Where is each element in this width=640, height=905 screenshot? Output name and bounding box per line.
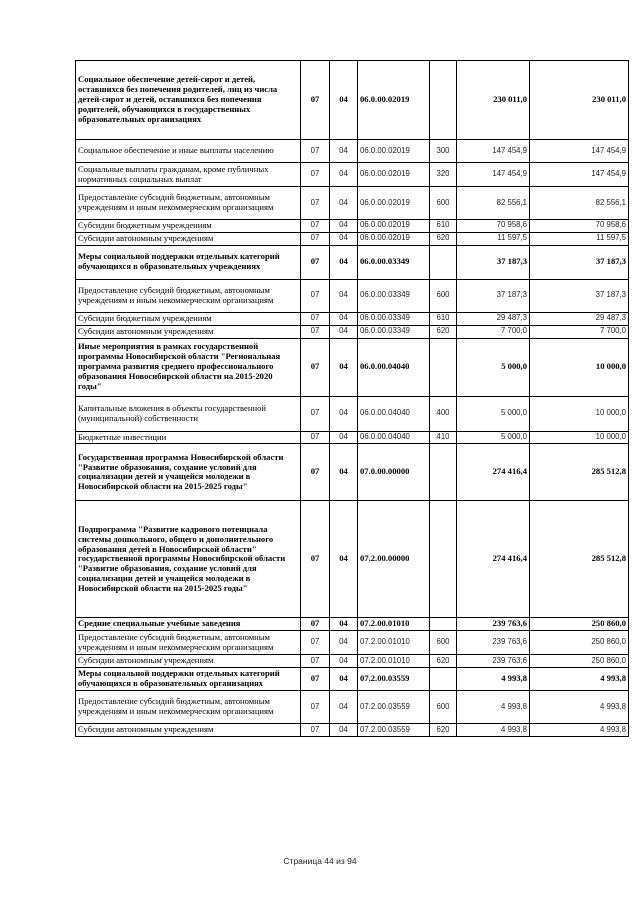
row-target-code: 06.0.00.02019	[358, 232, 430, 245]
row-amount-year2: 4 993,8	[530, 724, 629, 737]
row-section: 07	[301, 618, 330, 631]
row-name: Предоставление субсидий бюджетным, автономным учреждениям и иным некоммерческим организациям	[76, 631, 301, 655]
row-name: Меры социальной поддержки отдельных категорий обучающихся в образовательных учреждениях	[76, 245, 301, 279]
row-amount-year1: 37 187,3	[457, 245, 530, 279]
row-name: Государственная программа Новосибирской области "Развитие образования, создание условий для социализации детей и учащейся молодежи в Новосибирской области на 2015-2025 годы"	[76, 444, 301, 501]
row-expense-type: 610	[430, 220, 457, 233]
row-target-code: 07.0.00.00000	[358, 444, 430, 501]
row-amount-year2: 250 860,0	[530, 618, 629, 631]
row-name: Капитальные вложения в объекты государственной (муниципальной) собственности	[76, 396, 301, 431]
row-amount-year1: 230 011,0	[457, 61, 530, 140]
table-row	[76, 163, 629, 187]
row-section: 07	[301, 61, 330, 140]
row-name: Меры социальной поддержки отдельных категорий обучающихся в образовательных организациях	[76, 668, 301, 691]
row-target-code: 06.0.00.04040	[358, 338, 430, 396]
row-expense-type: 620	[430, 724, 457, 737]
row-name: Субсидии автономным учреждениям	[76, 232, 301, 245]
row-name: Социальные выплаты гражданам, кроме публичных нормативных социальных выплат	[76, 163, 301, 187]
row-amount-year1: 239 763,6	[457, 655, 530, 668]
row-target-code: 06.0.00.03349	[358, 325, 430, 338]
row-expense-type: 300	[430, 140, 457, 163]
row-amount-year2: 230 011,0	[530, 61, 629, 140]
row-subsection: 04	[330, 245, 358, 279]
table-row	[76, 668, 629, 691]
row-name: Подпрограмма "Развитие кадрового потенциала системы дошкольного, общего и дополнительного образования детей в Новосибирской области" государственной программы Новосибирской области "Развитие образования, создание условий для социализации детей и учащейся молодежи в Новосибирской области на 2015-2025 годы"	[76, 501, 301, 618]
row-subsection: 04	[330, 140, 358, 163]
row-target-code: 06.0.00.04040	[358, 396, 430, 431]
table-row	[76, 245, 629, 279]
table-row	[76, 232, 629, 245]
table-row	[76, 61, 629, 140]
row-target-code: 06.0.00.02019	[358, 187, 430, 220]
row-subsection: 04	[330, 232, 358, 245]
row-subsection: 04	[330, 61, 358, 140]
table-row	[76, 325, 629, 338]
row-subsection: 04	[330, 501, 358, 618]
page-number: Страница 44 из 94	[283, 856, 357, 866]
row-target-code: 06.0.00.02019	[358, 163, 430, 187]
row-target-code: 06.0.00.02019	[358, 220, 430, 233]
row-name: Субсидии бюджетным учреждениям	[76, 220, 301, 233]
table-row	[76, 655, 629, 668]
row-section: 07	[301, 444, 330, 501]
row-section: 07	[301, 325, 330, 338]
row-target-code: 06.0.00.03349	[358, 279, 430, 312]
row-target-code: 06.0.00.03349	[358, 312, 430, 325]
row-amount-year2: 11 597,5	[530, 232, 629, 245]
row-amount-year1: 37 187,3	[457, 279, 530, 312]
row-section: 07	[301, 338, 330, 396]
row-expense-type: 600	[430, 279, 457, 312]
table-row	[76, 279, 629, 312]
row-amount-year2: 147 454,9	[530, 163, 629, 187]
row-section: 07	[301, 163, 330, 187]
row-amount-year2: 4 993,8	[530, 691, 629, 724]
row-section: 07	[301, 668, 330, 691]
row-amount-year2: 7 700,0	[530, 325, 629, 338]
row-subsection: 04	[330, 431, 358, 444]
row-target-code: 07.2.00.01010	[358, 631, 430, 655]
table-row	[76, 187, 629, 220]
row-target-code: 07.2.00.01010	[358, 655, 430, 668]
row-expense-type: 620	[430, 232, 457, 245]
row-section: 07	[301, 396, 330, 431]
table-row	[76, 140, 629, 163]
row-expense-type: 320	[430, 163, 457, 187]
row-subsection: 04	[330, 338, 358, 396]
row-subsection: 04	[330, 325, 358, 338]
budget-table	[75, 60, 629, 737]
row-section: 07	[301, 312, 330, 325]
row-expense-type: 600	[430, 631, 457, 655]
row-expense-type: 610	[430, 312, 457, 325]
row-amount-year2: 70 958,6	[530, 220, 629, 233]
row-name: Предоставление субсидий бюджетным, автономным учреждениям и иным некоммерческим организациям	[76, 691, 301, 724]
row-amount-year1: 274 416,4	[457, 501, 530, 618]
row-subsection: 04	[330, 668, 358, 691]
row-section: 07	[301, 691, 330, 724]
row-name: Субсидии бюджетным учреждениям	[76, 312, 301, 325]
table-row	[76, 312, 629, 325]
row-amount-year2: 10 000,0	[530, 396, 629, 431]
row-name: Иные мероприятия в рамках государственной программы Новосибирской области "Региональная программа развития среднего профессионального образования Новосибирской области на 2015-2020 годы"	[76, 338, 301, 396]
row-amount-year1: 239 763,6	[457, 618, 530, 631]
row-name: Социальное обеспечение и иные выплаты населению	[76, 140, 301, 163]
row-subsection: 04	[330, 187, 358, 220]
row-name: Средние специальные учебные заведения	[76, 618, 301, 631]
table-row	[76, 396, 629, 431]
row-target-code: 07.2.00.01010	[358, 618, 430, 631]
row-expense-type	[430, 444, 457, 501]
row-amount-year1: 5 000,0	[457, 431, 530, 444]
row-amount-year2: 285 512,8	[530, 444, 629, 501]
row-name: Субсидии автономным учреждениям	[76, 724, 301, 737]
row-target-code: 07.2.00.00000	[358, 501, 430, 618]
row-amount-year1: 11 597,5	[457, 232, 530, 245]
row-amount-year1: 5 000,0	[457, 338, 530, 396]
table-body	[76, 61, 629, 737]
row-name: Бюджетные инвестиции	[76, 431, 301, 444]
row-target-code: 06.0.00.04040	[358, 431, 430, 444]
row-amount-year1: 274 416,4	[457, 444, 530, 501]
row-target-code: 06.0.00.02019	[358, 61, 430, 140]
row-section: 07	[301, 431, 330, 444]
row-amount-year2: 250 860,0	[530, 655, 629, 668]
row-section: 07	[301, 501, 330, 618]
row-expense-type: 620	[430, 655, 457, 668]
row-subsection: 04	[330, 631, 358, 655]
row-name: Предоставление субсидий бюджетным, автономным учреждениям и иным некоммерческим организациям	[76, 187, 301, 220]
row-subsection: 04	[330, 724, 358, 737]
row-target-code: 06.0.00.03349	[358, 245, 430, 279]
row-expense-type: 600	[430, 187, 457, 220]
row-amount-year1: 239 763,6	[457, 631, 530, 655]
row-subsection: 04	[330, 312, 358, 325]
table-row	[76, 618, 629, 631]
row-amount-year1: 5 000,0	[457, 396, 530, 431]
row-amount-year1: 147 454,9	[457, 163, 530, 187]
row-section: 07	[301, 245, 330, 279]
row-section: 07	[301, 140, 330, 163]
table-row	[76, 691, 629, 724]
row-subsection: 04	[330, 396, 358, 431]
row-section: 07	[301, 279, 330, 312]
row-amount-year1: 7 700,0	[457, 325, 530, 338]
table-row	[76, 724, 629, 737]
row-amount-year2: 250 860,0	[530, 631, 629, 655]
row-section: 07	[301, 232, 330, 245]
row-subsection: 04	[330, 618, 358, 631]
row-expense-type	[430, 618, 457, 631]
row-expense-type: 620	[430, 325, 457, 338]
row-amount-year2: 29 487,3	[530, 312, 629, 325]
row-expense-type	[430, 245, 457, 279]
table-row	[76, 631, 629, 655]
table-row	[76, 444, 629, 501]
row-amount-year2: 37 187,3	[530, 245, 629, 279]
row-section: 07	[301, 187, 330, 220]
row-amount-year2: 285 512,8	[530, 501, 629, 618]
row-subsection: 04	[330, 444, 358, 501]
row-target-code: 07.2.00.03559	[358, 724, 430, 737]
row-expense-type	[430, 501, 457, 618]
row-amount-year1: 29 487,3	[457, 312, 530, 325]
row-section: 07	[301, 655, 330, 668]
row-subsection: 04	[330, 163, 358, 187]
row-expense-type	[430, 668, 457, 691]
row-name: Предоставление субсидий бюджетным, автономным учреждениям и иным некоммерческим организациям	[76, 279, 301, 312]
row-expense-type	[430, 338, 457, 396]
row-amount-year1: 4 993,8	[457, 668, 530, 691]
row-subsection: 04	[330, 220, 358, 233]
row-amount-year1: 147 454,9	[457, 140, 530, 163]
row-expense-type: 400	[430, 396, 457, 431]
row-section: 07	[301, 631, 330, 655]
row-amount-year1: 4 993,8	[457, 724, 530, 737]
row-target-code: 06.0.00.02019	[358, 140, 430, 163]
table-row	[76, 501, 629, 618]
row-amount-year2: 82 556,1	[530, 187, 629, 220]
row-subsection: 04	[330, 691, 358, 724]
row-section: 07	[301, 220, 330, 233]
row-amount-year2: 37 187,3	[530, 279, 629, 312]
row-target-code: 07.2.00.03559	[358, 668, 430, 691]
row-name: Социальное обеспечение детей-сирот и детей, оставшихся без попечения родителей, лиц из числа детей-сирот и детей, оставшихся без попечения родителей, обучающихся в государственных образовательных организациях	[76, 61, 301, 140]
row-amount-year2: 10 000,0	[530, 338, 629, 396]
row-section: 07	[301, 724, 330, 737]
row-amount-year1: 82 556,1	[457, 187, 530, 220]
row-amount-year2: 147 454,9	[530, 140, 629, 163]
row-expense-type	[430, 61, 457, 140]
row-expense-type: 410	[430, 431, 457, 444]
row-target-code: 07.2.00.03559	[358, 691, 430, 724]
table-row	[76, 431, 629, 444]
row-subsection: 04	[330, 279, 358, 312]
row-expense-type: 600	[430, 691, 457, 724]
row-name: Субсидии автономным учреждениям	[76, 655, 301, 668]
row-subsection: 04	[330, 655, 358, 668]
table-row	[76, 338, 629, 396]
table-row	[76, 220, 629, 233]
row-amount-year1: 4 993,8	[457, 691, 530, 724]
row-amount-year2: 10 000,0	[530, 431, 629, 444]
row-name: Субсидии автономным учреждениям	[76, 325, 301, 338]
row-amount-year2: 4 993,8	[530, 668, 629, 691]
row-amount-year1: 70 958,6	[457, 220, 530, 233]
